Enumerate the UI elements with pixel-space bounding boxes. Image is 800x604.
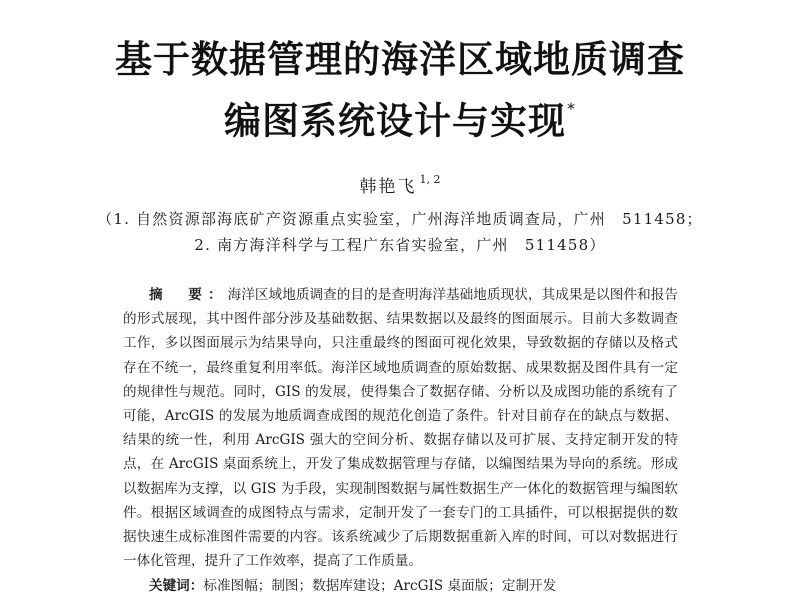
title-footnote-mark: * — [567, 99, 576, 118]
affiliation-line-1: （1. 自然资源部海底矿产资源重点实验室，广州海洋地质调查局，广州 511458； — [97, 210, 703, 228]
paper-title-line-1-text: 基于数据管理的海洋区域地质调查 — [115, 38, 685, 81]
abstract-label: 摘 要： — [149, 287, 228, 303]
author-line — [0, 172, 800, 197]
paper-title-line-2 — [0, 93, 800, 143]
abstract-text: 海洋区域地质调查的目的是查明海洋基础地质现状，其成果是以图件和报告的形式展现，其中图件部分涉及基础数据、结果数据以及最终的图面展示。目前大多数调查工作，多以图面展示为结果导向，只注重最终的图面可视化效果，导致数据的存储以及格式存在不统一，最终重复利用率低。海洋区域地质调查的原始数据、成果数据及图件具有一定的规律性与规范。同时，GIS 的发展，使得集合了数据存储、分析以及成图功能的系统有了可能，ArcGIS 的发展为地质调查成图的规范化创造了条件。针对目前存在的缺点与数据、结果的统一性，利用 ArcGIS 强大的空间分析、数据存储以及可扩展、支持定制开发的特点，在 ArcGIS 桌面系统上，开发了集成数据管理与存储，以编图结果为导向的系统。形成以数据库为支撑，以 GIS 为手段，实现制图数据与属性数据生产一体化的数据管理与编图软件。根据区域调查的成图特点与需求，定制开发了一套专门的工具插件，可以根据提供的数据快速生成标准图件需要的内容。该系统减少了后期数据重新入库的时间，可以对数据进行一体化管理，提升了工作效率，提高了工作质量。 — [123, 287, 679, 570]
author-affiliation-marks: 1, 2 — [419, 173, 441, 187]
abstract — [123, 283, 678, 573]
paper-title-line-2-text: 编图系统设计与实现 — [224, 99, 566, 143]
author-name: 韩艳飞 — [359, 177, 417, 197]
paper-title-line-1 — [0, 38, 800, 82]
keywords-label: 关键词： — [149, 578, 204, 594]
affiliation-line-2: 2. 南方海洋科学与工程广东省实验室，广州 511458） — [194, 236, 606, 254]
keywords-text: 标准图幅；制图；数据库建设；ArcGIS 桌面版；定制开发 — [203, 578, 557, 594]
keywords — [123, 574, 678, 598]
